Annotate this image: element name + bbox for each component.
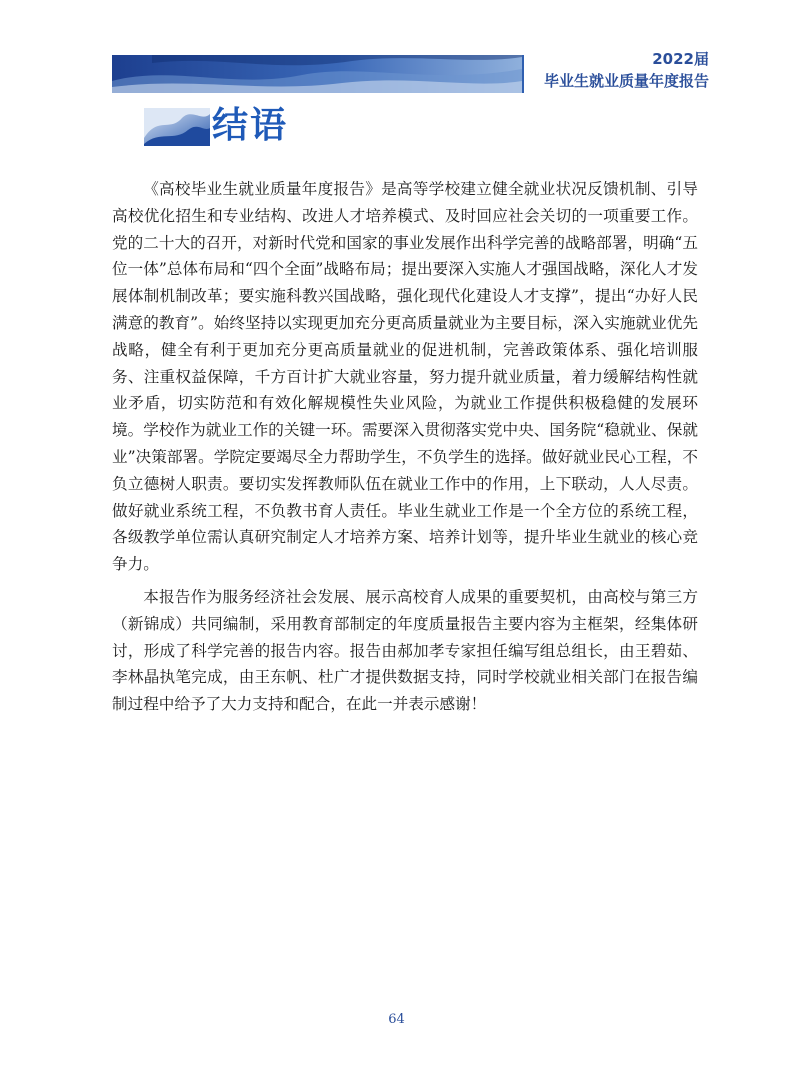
report-header xyxy=(544,48,709,92)
paragraph: 本报告作为服务经济社会发展、展示高校育人成果的重要契机，由高校与第三方（新锦成）共同编制，采用教育部制定的年度质量报告主要内容为主框架，经集体研讨，形成了科学完善的报告内容。报告由郝加孝专家担任编写组总组长，由王碧茹、李林晶执笔完成，由王东帆、杜广才提供数据支持，同时学校就业相关部门在报告编制过程中给予了大力支持和配合，在此一并表示感谢！ xyxy=(112,587,698,714)
body-text xyxy=(112,176,698,724)
header-year: 2022届 xyxy=(652,50,709,68)
header-divider xyxy=(522,55,524,93)
paragraph: 《高校毕业生就业质量年度报告》是高等学校建立健全就业状况反馈机制、引导高校优化招生和专业结构、改进人才培养模式、及时回应社会关切的一项重要工作。党的二十大的召开，对新时代党和国家的事业发展作出科学完善的战略部署，明确“五位一体”总体布局和“四个全面”战略布局；提出要深入实施人才强国战略，深化人才发展体制机制改革；要实施科教兴国战略，强化现代化建设人才支撑”，提出“办好人民满意的教育”。始终坚持以实现更加充分更高质量就业为主要目标，深入实施就业优先战略，健全有利于更加充分更高质量就业的促进机制，完善政策体系、强化培训服务、注重权益保障，千方百计扩大就业容量，努力提升就业质量，着力缓解结构性就业矛盾，切实防范和有效化解规模性失业风险，为就业工作提供积极稳健的发展环境。学校作为就业工作的关键一环。需要深入贯彻落实党中央、国务院“稳就业、保就业”决策部署。学院定要竭尽全力帮助学生，不负学生的选择。做好就业民心工程，不负立德树人职责。要切实发挥教师队伍在就业工作中的作用，上下联动，人人尽责。做好就业系统工程，不负教书育人责任。毕业生就业工作是一个全方位的系统工程，各级教学单位需认真研究制定人才培养方案、培养计划等，提升毕业生就业的核心竞争力。 xyxy=(112,180,698,574)
header-subtitle: 毕业生就业质量年度报告 xyxy=(543,72,709,90)
page-title: 结语 xyxy=(212,105,289,146)
wave-icon xyxy=(144,108,210,146)
page-number: 64 xyxy=(388,1012,405,1027)
header-banner xyxy=(112,55,522,93)
